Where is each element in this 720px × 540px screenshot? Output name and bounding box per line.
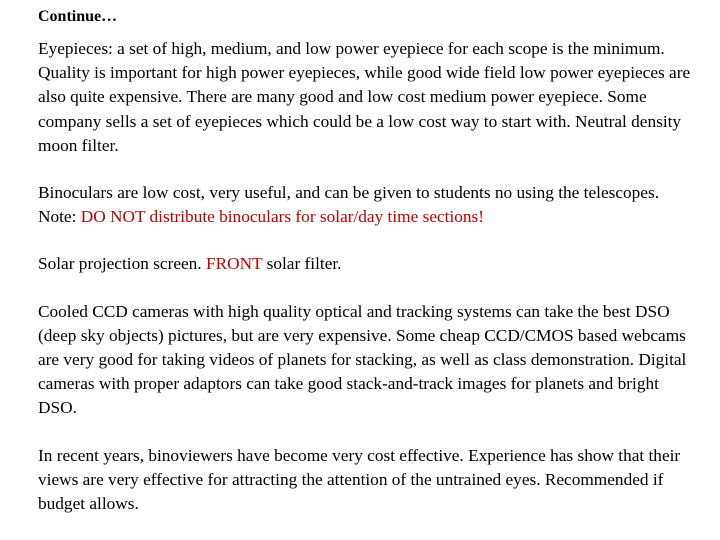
paragraph-spacer — [38, 421, 698, 444]
binoculars-text: Binoculars are low cost, very useful, and can be given to students no using the telescopes. Note: — [38, 183, 660, 227]
paragraph-binoviewers: In recent years, binoviewers have become very cost effective. Experience has show that their views are very effective for attracting the attention of the untrained eyes. Recommended if budget allows. — [38, 445, 681, 514]
paragraph-spacer — [38, 277, 698, 300]
solar-front-emphasis: FRONT — [205, 254, 263, 274]
solar-text-end: solar filter. — [262, 254, 342, 274]
solar-text-start: Solar projection screen. — [38, 254, 206, 274]
paragraph-solar — [38, 252, 698, 276]
paragraph-spacer — [38, 229, 698, 252]
paragraph-binoculars — [38, 181, 698, 229]
binoculars-warning: DO NOT distribute binoculars for solar/day time sections! — [80, 207, 485, 227]
paragraph-spacer — [38, 158, 698, 181]
paragraph-eyepieces: Eyepieces: a set of high, medium, and low power eyepiece for each scope is the minimum. Quality is important for high power eyepieces, while good wide field low power eyepieces are also quite expensive. There are many good and low cost medium power eyepiece. Some company sells a set of eyepieces which could be a low cost way to start with. Neutral density moon filter. — [38, 39, 691, 155]
paragraph-ccd-cameras: Cooled CCD cameras with high quality optical and tracking systems can take the best DSO (deep sky objects) pictures, but are very expensive. Some cheap CCD/CMOS based webcams are very good for taking videos of planets for stacking, as well as class demonstration. Digital cameras with proper adaptors can take good stack-and-track images for planets and bright DSO. — [38, 301, 687, 418]
slide-heading: Continue… — [38, 8, 118, 25]
slide-content — [38, 6, 698, 516]
